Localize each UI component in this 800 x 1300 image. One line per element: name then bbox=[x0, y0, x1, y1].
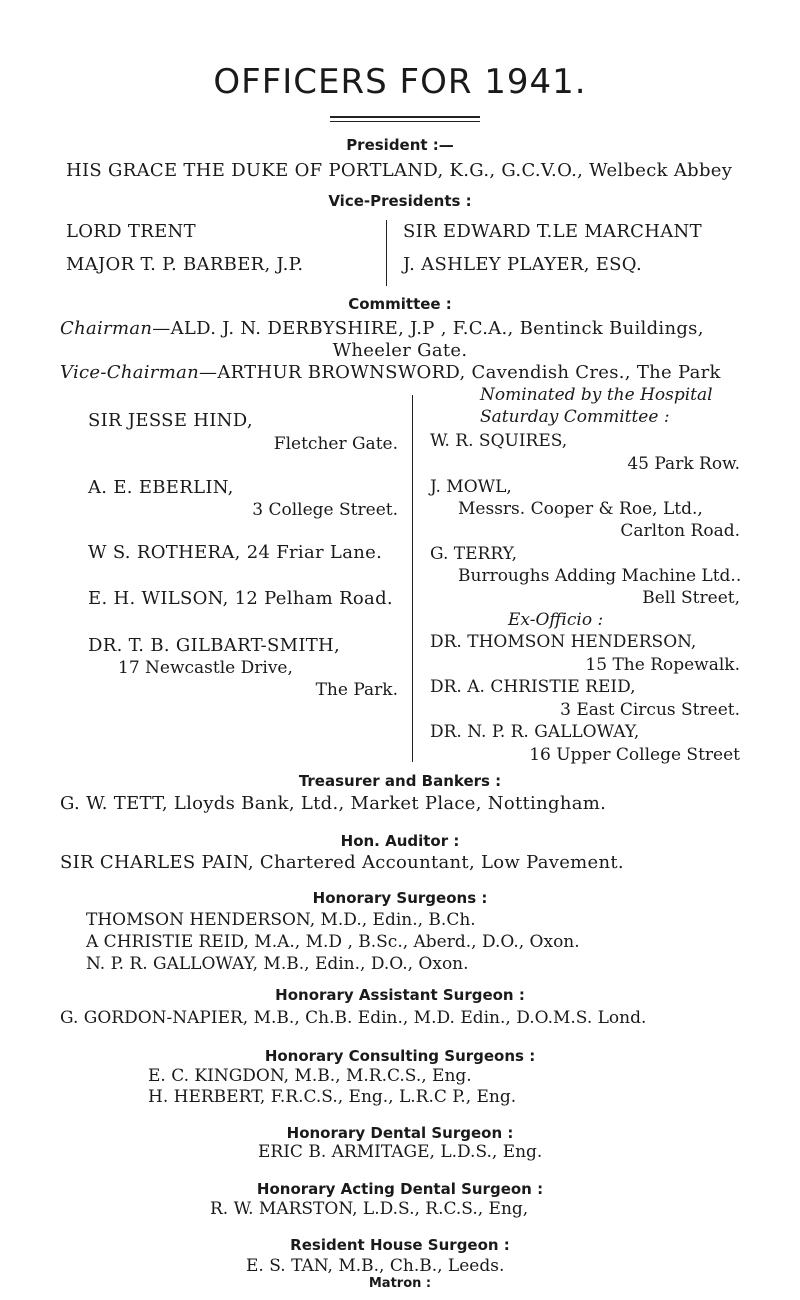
committee-member-5: DR. T. B. GILBART-SMITH, bbox=[88, 635, 341, 656]
committee-divider bbox=[412, 395, 413, 762]
ex-officio-3-address: 16 Upper College Street bbox=[529, 745, 740, 765]
president-heading: President :— bbox=[346, 136, 454, 154]
committee-member-3: W S. ROTHERA, 24 Friar Lane. bbox=[88, 542, 383, 563]
vice-president-right-1: SIR EDWARD T.LE MARCHANT bbox=[403, 221, 702, 242]
dental-line: ERIC B. ARMITAGE, L.D.S., Eng. bbox=[258, 1142, 543, 1162]
vice-president-right-2: J. ASHLEY PLAYER, ESQ. bbox=[403, 254, 642, 275]
committee-heading: Committee : bbox=[348, 295, 452, 313]
committee-member-5-address-2: The Park. bbox=[315, 680, 398, 700]
nominee-3: G. TERRY, bbox=[430, 544, 518, 564]
nominated-heading-2: Saturday Committee : bbox=[480, 407, 670, 427]
nominee-2-address-2: Carlton Road. bbox=[620, 521, 740, 541]
vice-chairman-line bbox=[60, 362, 721, 383]
nominee-2: J. MOWL, bbox=[430, 477, 512, 497]
ex-officio-heading: Ex-Officio : bbox=[508, 610, 604, 630]
consulting-1: E. C. KINGDON, M.B., M.R.C.S., Eng. bbox=[148, 1066, 472, 1086]
president-line: HIS GRACE THE DUKE OF PORTLAND, K.G., G.C.V.O., Welbeck Abbey bbox=[66, 160, 733, 181]
ex-officio-1: DR. THOMSON HENDERSON, bbox=[430, 632, 697, 652]
committee-member-1-address: Fletcher Gate. bbox=[273, 434, 398, 454]
ex-officio-3: DR. N. P. R. GALLOWAY, bbox=[430, 722, 640, 742]
assistant-surgeon-heading: Honorary Assistant Surgeon : bbox=[275, 986, 525, 1004]
auditor-line: SIR CHARLES PAIN, Chartered Accountant, Low Pavement. bbox=[60, 852, 624, 873]
committee-member-2: A. E. EBERLIN, bbox=[88, 477, 234, 498]
vice-president-left-1: LORD TRENT bbox=[66, 221, 196, 242]
consulting-2: H. HERBERT, F.R.C.S., Eng., L.R.C P., Eng. bbox=[148, 1087, 517, 1107]
acting-dental-heading: Honorary Acting Dental Surgeon : bbox=[256, 1180, 544, 1198]
matron-heading: Matron : bbox=[368, 1276, 432, 1291]
surgeon-1: THOMSON HENDERSON, M.D., Edin., B.Ch. bbox=[86, 910, 476, 930]
surgeon-2: A CHRISTIE REID, M.A., M.D , B.Sc., Aberd., D.O., Oxon. bbox=[86, 932, 580, 952]
vice-president-left-2: MAJOR T. P. BARBER, J.P. bbox=[66, 254, 304, 275]
resident-line: E. S. TAN, M.B., Ch.B., Leeds. bbox=[246, 1256, 505, 1276]
committee-member-5-address-1: 17 Newcastle Drive, bbox=[118, 658, 293, 678]
ex-officio-2: DR. A. CHRISTIE REID, bbox=[430, 677, 636, 697]
vice-presidents-divider bbox=[386, 220, 387, 286]
committee-member-2-address: 3 College Street. bbox=[252, 500, 398, 520]
acting-dental-line: R. W. MARSTON, L.D.S., R.C.S., Eng, bbox=[210, 1199, 529, 1219]
vice-chairman-text: —ARTHUR BROWNSWORD, Cavendish Cres., The Park bbox=[199, 362, 721, 383]
surgeons-heading: Honorary Surgeons : bbox=[312, 889, 488, 907]
nominee-2-address-1: Messrs. Cooper & Roe, Ltd., bbox=[458, 499, 703, 519]
vice-chairman-label: Vice-Chairman bbox=[60, 362, 200, 383]
nominee-3-address-1: Burroughs Adding Machine Ltd.. bbox=[458, 566, 742, 586]
consulting-heading: Honorary Consulting Surgeons : bbox=[264, 1047, 536, 1065]
chairman-continuation: Wheeler Gate. bbox=[332, 340, 468, 361]
surgeon-3: N. P. R. GALLOWAY, M.B., Edin., D.O., Oxon. bbox=[86, 954, 469, 974]
auditor-heading: Hon. Auditor : bbox=[340, 832, 460, 850]
title-rule-thin bbox=[330, 121, 480, 122]
treasurer-heading: Treasurer and Bankers : bbox=[298, 772, 502, 790]
page-title: OFFICERS FOR 1941. bbox=[213, 62, 587, 102]
chairman-text: —ALD. J. N. DERBYSHIRE, J.P , F.C.A., Bentinck Buildings, bbox=[152, 318, 704, 339]
treasurer-line: G. W. TETT, Lloyds Bank, Ltd., Market Place, Nottingham. bbox=[60, 793, 607, 814]
nominee-1-address: 45 Park Row. bbox=[627, 454, 740, 474]
title-rule-thick bbox=[330, 116, 480, 118]
committee-member-4: E. H. WILSON, 12 Pelham Road. bbox=[88, 588, 393, 609]
chairman-line bbox=[60, 318, 704, 339]
ex-officio-2-address: 3 East Circus Street. bbox=[560, 700, 740, 720]
nominee-3-address-2: Bell Street, bbox=[642, 588, 740, 608]
assistant-surgeon-line: G. GORDON-NAPIER, M.B., Ch.B. Edin., M.D. Edin., D.O.M.S. Lond. bbox=[60, 1008, 647, 1028]
ex-officio-1-address: 15 The Ropewalk. bbox=[585, 655, 740, 675]
nominee-1: W. R. SQUIRES, bbox=[430, 431, 568, 451]
chairman-label: Chairman bbox=[60, 318, 153, 339]
nominated-heading-1: Nominated by the Hospital bbox=[480, 385, 713, 405]
resident-heading: Resident House Surgeon : bbox=[290, 1236, 510, 1254]
vice-presidents-heading: Vice-Presidents : bbox=[328, 192, 472, 210]
dental-heading: Honorary Dental Surgeon : bbox=[286, 1124, 514, 1142]
committee-member-1: SIR JESSE HIND, bbox=[88, 410, 253, 431]
